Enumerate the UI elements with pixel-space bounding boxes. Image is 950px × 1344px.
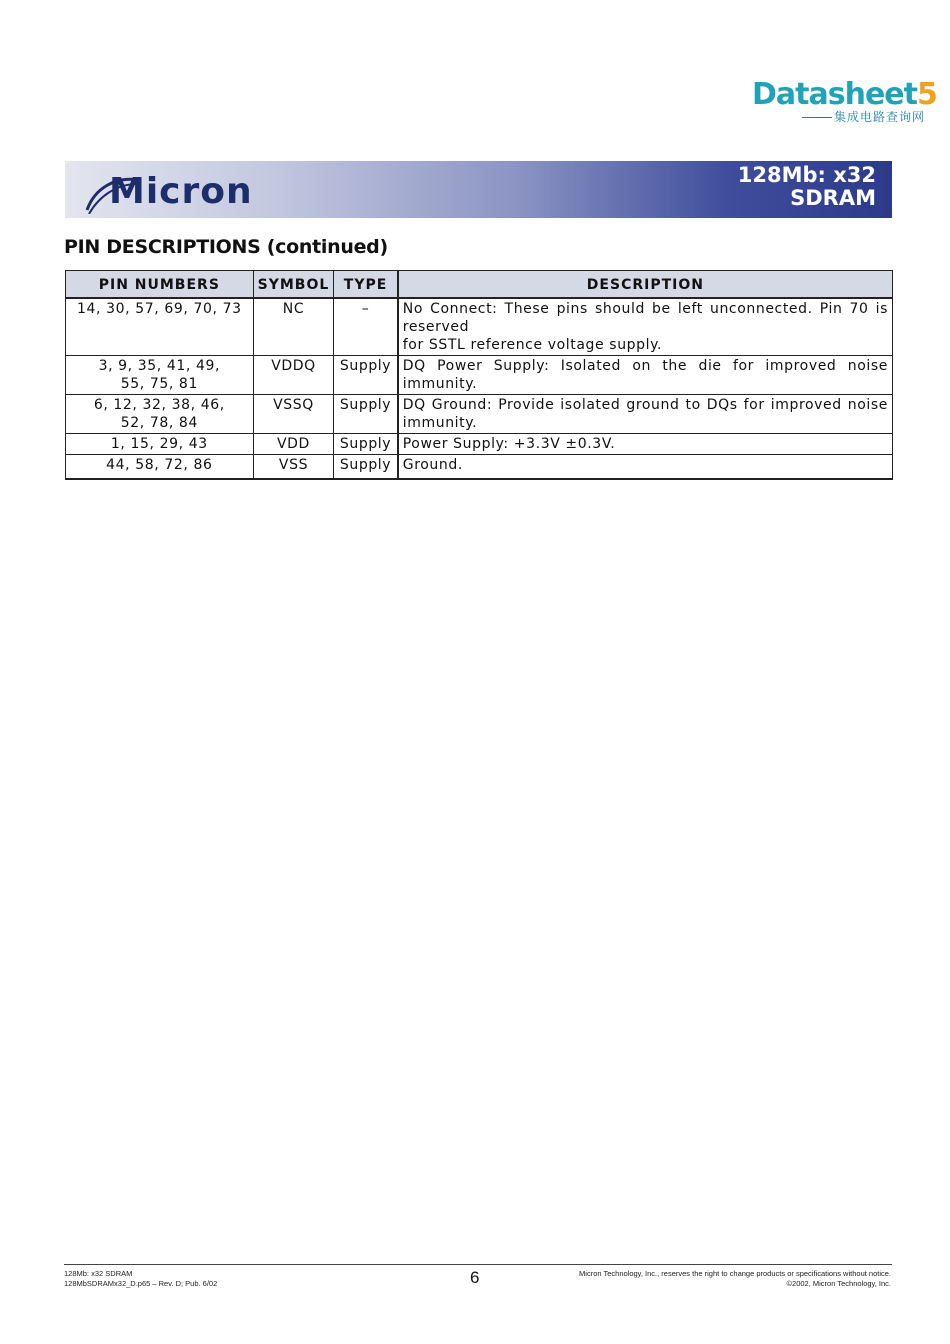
description-cell [398,298,893,356]
description-line: Ground. [402,457,463,473]
product-title-line1: 128Mb: x32 [737,163,876,187]
product-title [738,164,876,210]
pin-descriptions-table [65,270,893,480]
col-header-pin-numbers: PIN NUMBERS [66,271,254,299]
footer-divider [64,1264,892,1265]
footer-disclaimer: Micron Technology, Inc., reserves the right to change products or specifications without notice. [579,1269,891,1278]
description-line: DQ Power Supply: Isolated on the die for improved noise immunity. [402,358,888,392]
footer-copyright: ©2002, Micron Technology, Inc. [786,1279,891,1288]
watermark-subtitle: 集成电路查询网 [834,110,926,124]
symbol-cell: VDD [253,434,334,455]
footer-doc-revision: 128MbSDRAMx32_D.p65 – Rev. D; Pub. 6/02 [64,1279,218,1288]
symbol-cell: VSS [253,455,334,480]
description-cell [398,356,893,395]
watermark-brand-digit: 5 [916,77,937,112]
description-line: for SSTL reference voltage supply. [402,337,663,353]
type-cell: Supply [334,395,398,434]
col-header-description: DESCRIPTION [398,271,893,299]
type-cell: – [334,298,398,356]
type-cell: Supply [334,434,398,455]
pin-numbers-cell: 3, 9, 35, 41, 49, 55, 75, 81 [66,356,254,395]
description-line: DQ Ground: Provide isolated ground to DQs for improved noise immunity. [402,397,888,431]
micron-wordmark: Micron [109,171,253,212]
footer-left [64,1269,217,1289]
product-title-line2: SDRAM [790,186,876,210]
header-banner [65,161,892,218]
watermark-brand-main: Datasheet [752,77,917,112]
description-cell [398,395,893,434]
description-line: Power Supply: +3.3V ±0.3V. [402,436,616,452]
symbol-cell: VSSQ [253,395,334,434]
type-cell: Supply [334,455,398,480]
table-row [66,455,893,480]
table-row [66,356,893,395]
watermark-dash [802,117,832,118]
description-cell [398,455,893,480]
pin-numbers-cell: 6, 12, 32, 38, 46, 52, 78, 84 [66,395,254,434]
symbol-cell: NC [253,298,334,356]
description-line: No Connect: These pins should be left unconnected. Pin 70 is reserved [402,301,888,335]
table-row [66,395,893,434]
pin-numbers-cell: 14, 30, 57, 69, 70, 73 [66,298,254,356]
table-header-row [66,271,893,299]
section-title: PIN DESCRIPTIONS (continued) [64,236,388,258]
table-row [66,298,893,356]
micron-logo [85,170,285,214]
pin-numbers-cell: 1, 15, 29, 43 [66,434,254,455]
col-header-type: TYPE [334,271,398,299]
description-cell [398,434,893,455]
col-header-symbol: SYMBOL [253,271,334,299]
pin-numbers-cell: 44, 58, 72, 86 [66,455,254,480]
page-number: 6 [470,1268,480,1287]
type-cell: Supply [334,356,398,395]
footer-doc-title: 128Mb: x32 SDRAM [64,1269,133,1278]
datasheet5-watermark-logo [752,78,944,126]
footer-right [579,1269,891,1289]
table-row [66,434,893,455]
symbol-cell: VDDQ [253,356,334,395]
